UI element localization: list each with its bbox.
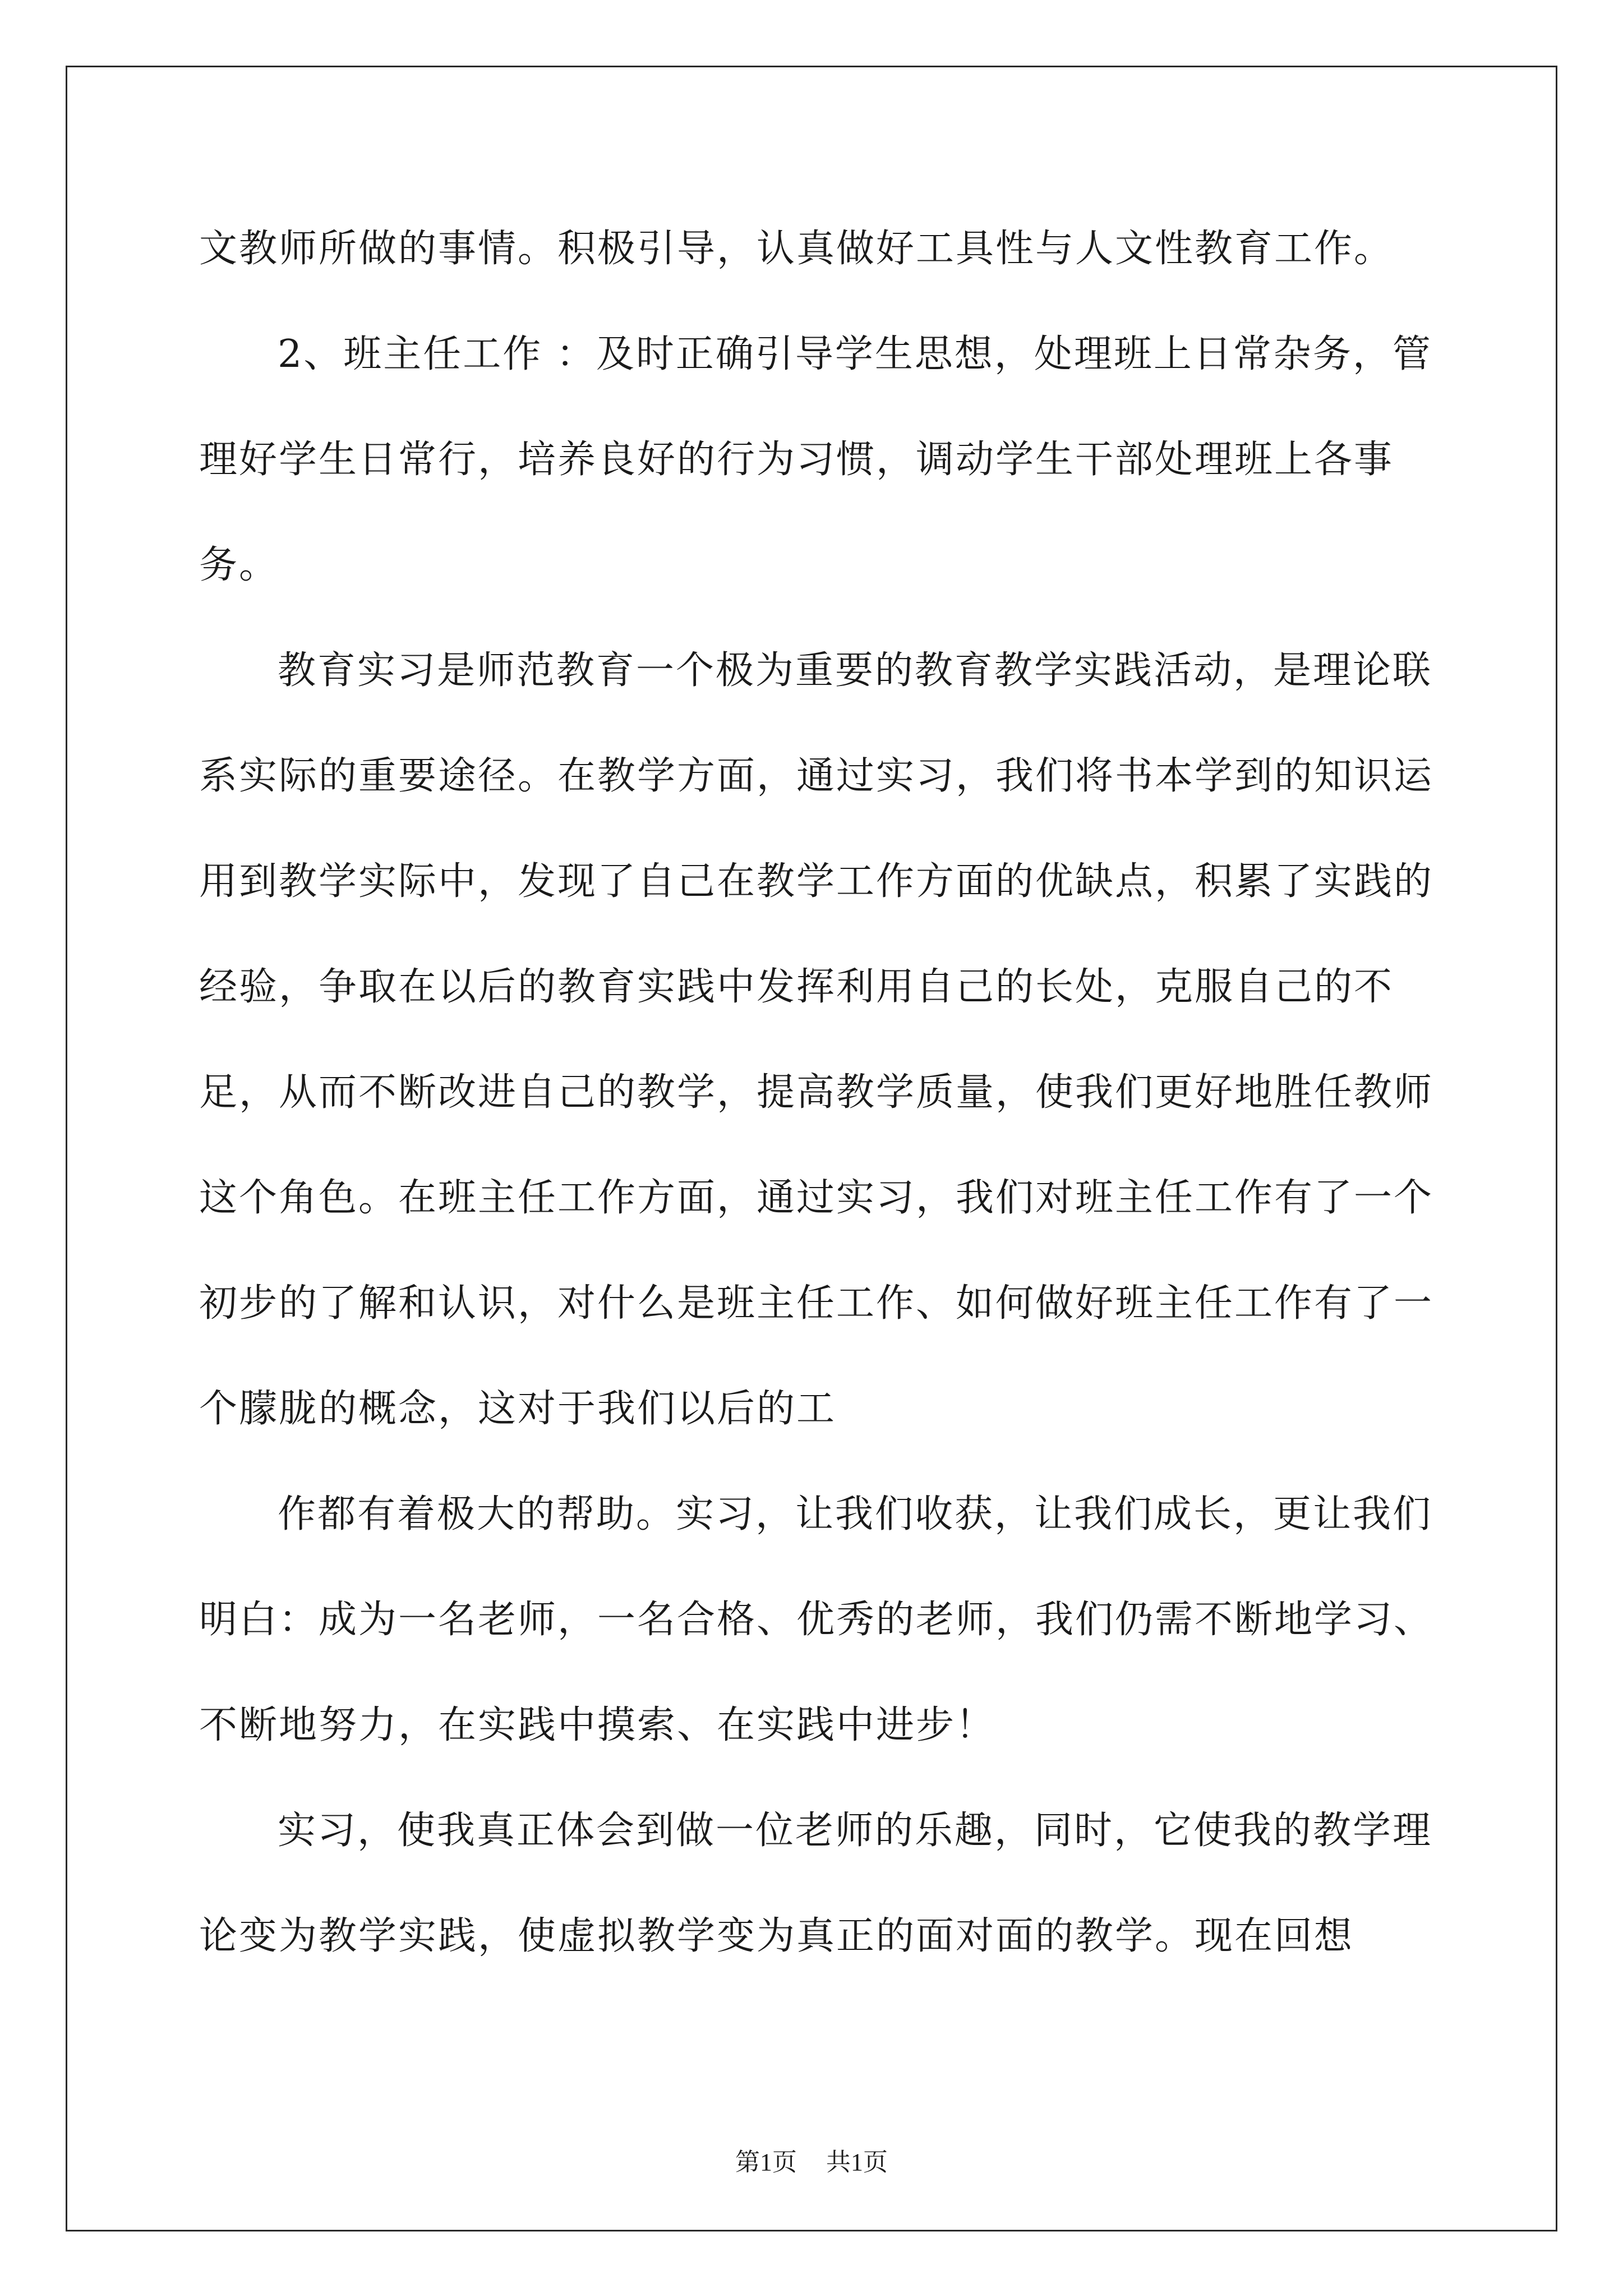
paragraph-3: 教育实习是师范教育一个极为重要的教育教学实践活动，是理论联系实际的重要途径。在教学方面，通过实习，我们将书本学到的知识运用到教学实际中，发现了自己在教学工作方面的优缺点，积累了实践的经验，争取在以后的教育实践中发挥利用自己的长处，克服自己的不足，从而不断改进自己的教学，提高教学质量，使我们更好地胜任教师这个角色。在班主任工作方面，通过实习，我们对班主任工作有了一个初步的了解和认识，对什么是班主任工作、如何做好班主任工作有了一个朦胧的概念，这对于我们以后的工 <box>199 648 1434 1431</box>
page-total: 共1页 <box>826 2148 888 2176</box>
document-body <box>199 196 1455 1989</box>
paragraph-4: 作都有着极大的帮助。实习，让我们收获，让我们成长，更让我们明白：成为一名老师，一名合格、优秀的老师，我们仍需不断地学习、不断地努力，在实践中摸索、在实践中进步！ <box>199 1492 1434 1747</box>
paragraph-1: 文教师所做的事情。积极引导，认真做好工具性与人文性教育工作。 <box>199 227 1394 271</box>
page-footer <box>0 2146 1623 2179</box>
page-number: 第1页 <box>735 2148 797 2176</box>
paragraph-5: 实习，使我真正体会到做一位老师的乐趣，同时，它使我的教学理论变为教学实践，使虚拟教学变为真正的面对面的教学。现在回想 <box>199 1809 1433 1958</box>
paragraph-2: 2、班主任工作 ：及时正确引导学生思想，处理班上日常杂务，管理好学生日常行，培养良好的行为习惯，调动学生干部处理班上各事务。 <box>199 332 1432 587</box>
